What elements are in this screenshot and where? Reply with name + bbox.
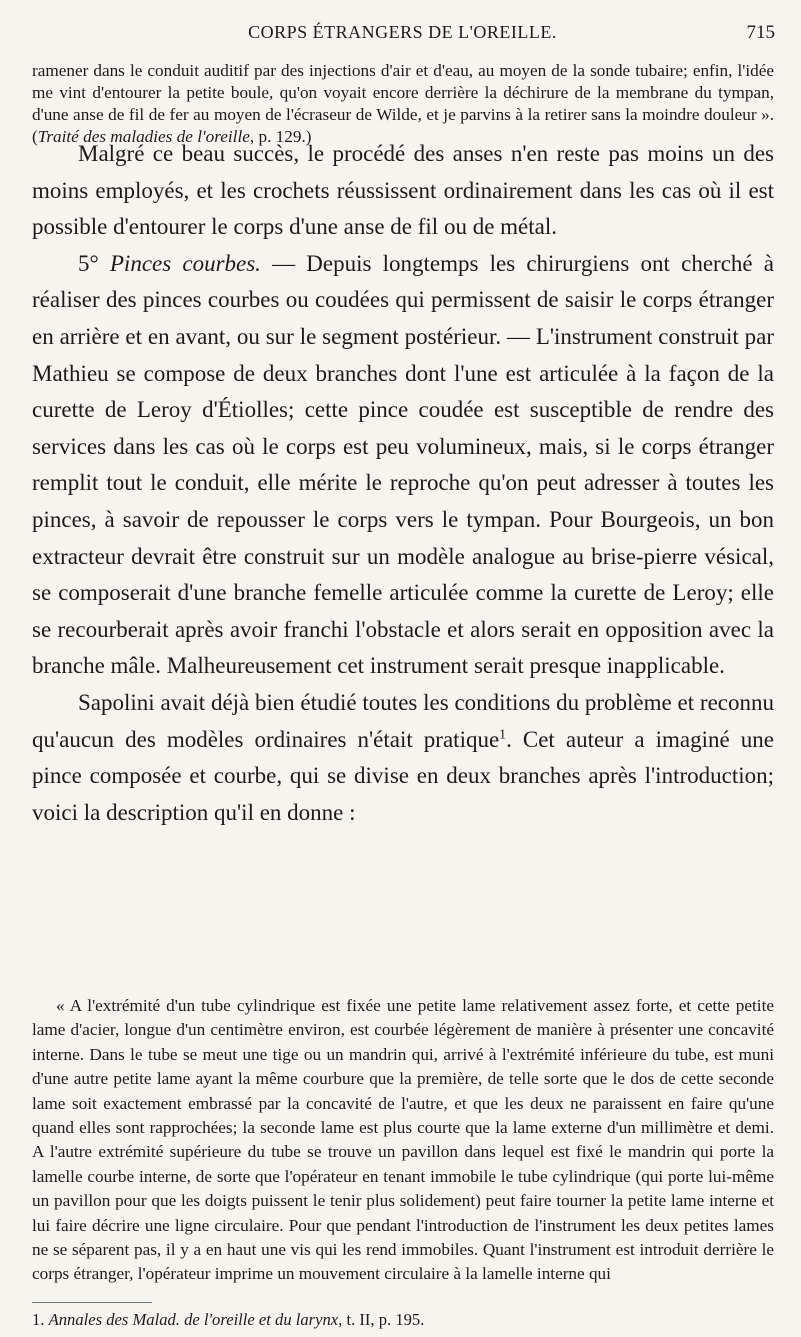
quote-continuation — [32, 60, 774, 148]
paragraph-2-body: — Depuis longtemps les chirurgiens ont cherché à réaliser des pinces courbes ou coudées qui permissent de saisir le corps étranger en arrière et en avant, ou sur le segment postérieur. — L'instrument construit par Mathieu se compose de deux branches dont l'une est articulée à la façon de la curette de Leroy d'Étiolles; cette pince coudée est susceptible de rendre des services dans les cas où le corps est peu volumineux, mais, si le corps étranger remplit tout le conduit, elle mérite le reproche qu'on peut adresser à toutes les pinces, à savoir de repousser le corps vers le tympan. Pour Bourgeois, un bon extracteur devrait être construit sur un modèle analogue au brise-pierre vésical, se composerait d'une branche femelle articulée comme la curette de Leroy; elle se recourberait après avoir franchi l'obstacle et alors serait en opposition avec la branche mâle. Malheureusement cet instrument serait presque inapplicable. — [32, 250, 774, 679]
section-title: Pinces courbes. — [109, 250, 261, 276]
footnote-rest: , t. II, p. 195. — [338, 1310, 425, 1329]
footnote — [32, 1310, 774, 1330]
quote-top-source-open: ( — [32, 127, 38, 146]
quote-top-source-page: , p. 129.) — [249, 127, 312, 146]
section-number: 5° — [78, 250, 110, 276]
paragraph-3-part-b: . Cet auteur a imaginé une pince composée et courbe, qui se divise en deux branches après l'introduction; voici la description qu'il en donne : — [32, 726, 774, 825]
main-text — [32, 136, 774, 831]
quote-top-source-title: Traité des maladies de l'oreille — [37, 127, 250, 146]
page-number: 715 — [746, 22, 775, 43]
paragraph-3-part-a: Sapolini avait déjà bien étudié toutes les conditions du problème et reconnu qu'aucun des modèles ordinaires n'était pratique — [32, 689, 774, 752]
paragraph-3 — [32, 685, 774, 831]
running-head: CORPS ÉTRANGERS DE L'OREILLE. — [248, 22, 557, 42]
paragraph-1: Malgré ce beau succès, le procédé des anses n'en reste pas moins un des moins employés, et les crochets réussissent ordinairement dans les cas où il est possible d'entourer le corps d'une anse de fil ou de métal. — [32, 141, 774, 240]
footnote-title: Annales des Malad. de l'oreille et du larynx — [48, 1310, 339, 1329]
page-header — [30, 22, 775, 48]
footnote-number: 1. — [32, 1310, 49, 1329]
footnote-ref: 1 — [499, 725, 507, 741]
paragraph-2 — [32, 246, 774, 685]
block-quote: « A l'extrémité d'un tube cylindrique est fixée une petite lame relativement assez forte, et cette petite lame d'acier, longue d'un centimètre environ, est courbée légèrement de manière à présenter une concavité interne. Dans le tube se meut une tige ou un mandrin qui, arrivé à l'extrémité inférieure du tube, est muni d'une autre petite lame ayant la même courbure que la première, de telle sorte que le dos de cette seconde lame soit exactement embrassé par la concavité de l'autre, et que les deux ne paraissent en faire qu'une quand elles sont rapprochées; la seconde lame est plus courte que la lame externe d'un millimètre et demi. A l'autre extrémité supérieure du tube se trouve un pavillon dans lequel est fixé le mandrin qui porte la lamelle courbe interne, de sorte que l'opérateur en tenant immobile le tube cylindrique (qui porte lui-même un pavillon pour que les doigts puissent le tenir plus solidement) peut faire tourner la petite lame interne et lui faire décrire une ligne circulaire. Pour que pendant l'introduction de l'instrument les deux petites lames ne se séparent pas, il y a en haut une vis qui les rend immobiles. Quant l'instrument est introduit derrière le corps étranger, l'opérateur imprime un mouvement circulaire à la lamelle interne qui — [32, 996, 774, 1284]
footnote-rule — [32, 1302, 152, 1303]
quote-top-text: ramener dans le conduit auditif par des injections d'air et d'eau, au moyen de la sonde tubaire; enfin, l'idée me vint d'entourer la petite boule, qu'on voyait encore derrière la déchirure de la membrane du tympan, d'une anse de fil de fer au moyen de l'écraseur de Wilde, et je parvins à la retirer sans la moindre douleur ». — [32, 61, 774, 124]
